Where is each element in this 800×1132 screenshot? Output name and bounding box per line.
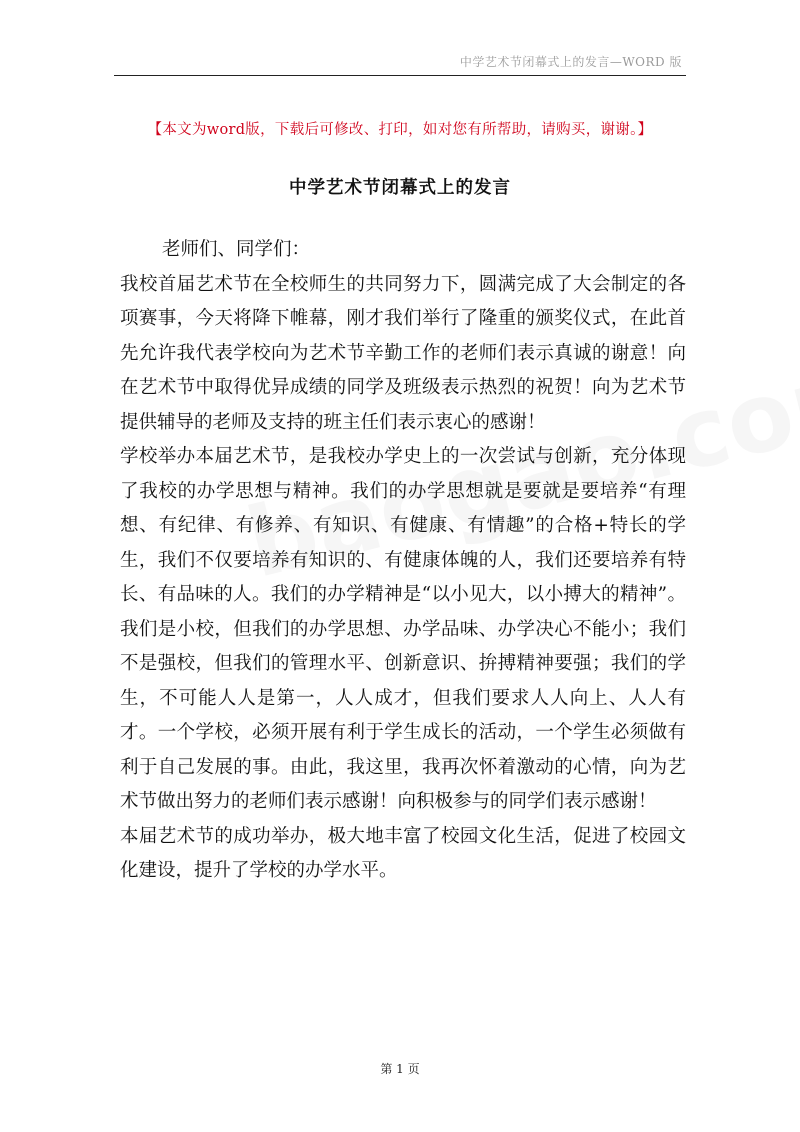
page-number: 第 1 页 — [380, 1062, 420, 1076]
greeting: 老师们、同学们： — [162, 239, 311, 260]
paragraph-2: 学校举办本届艺术节，是我校办学史上的一次尝试与创新，充分体现了我校的办学思想与精神。我们的办学思想就是要就是要培养“有理想、有纪律、有修养、有知识、有健康、有情趣”的合格+特长的学生，我们不仅要培养有知识的、有健康体魄的人，我们还要培养有特长、有品味的人。我们的办学精神是“以小见大，以小搏大的精神”。我们是小校，但我们的办学思想、办学品味、办学决心不能小；我们不是强校，但我们的管理水平、创新意识、拚搏精神要强；我们的学生，不可能人人是第一，人人成才，但我们要求人人向上、人人有才。一个学校，必须开展有利于学生成长的活动，一个学生必须做有利于自己发展的事。由此，我这里，我再次怀着激动的心情，向为艺术节做出努力的老师们表示感谢！向积极参与的同学们表示感谢！ — [120, 446, 686, 812]
header-divider — [114, 75, 686, 76]
document-title: 中学艺术节闭幕式上的发言 — [289, 178, 511, 198]
download-notice: 【本文为word版，下载后可修改、打印，如对您有所帮助，请购买，谢谢。】 — [147, 122, 653, 138]
page-header: 中学艺术节闭幕式上的发言—WORD 版 — [459, 55, 682, 69]
paragraph-1: 我校首届艺术节在全校师生的共同努力下，圆满完成了大会制定的各项赛事，今天将降下帷幕，刚才我们举行了隆重的颁奖仪式，在此首先允许我代表学校向为艺术节辛勤工作的老师们表示真诚的谢意！向在艺术节中取得优异成绩的同学及班级表示热烈的祝贺！向为艺术节提供辅导的老师及支持的班主任们表示衷心的感谢！ — [120, 273, 686, 433]
document-body — [120, 233, 686, 889]
paragraph-3: 本届艺术节的成功举办，极大地丰富了校园文化生活，促进了校园文化建设，提升了学校的办学水平。 — [120, 825, 686, 881]
